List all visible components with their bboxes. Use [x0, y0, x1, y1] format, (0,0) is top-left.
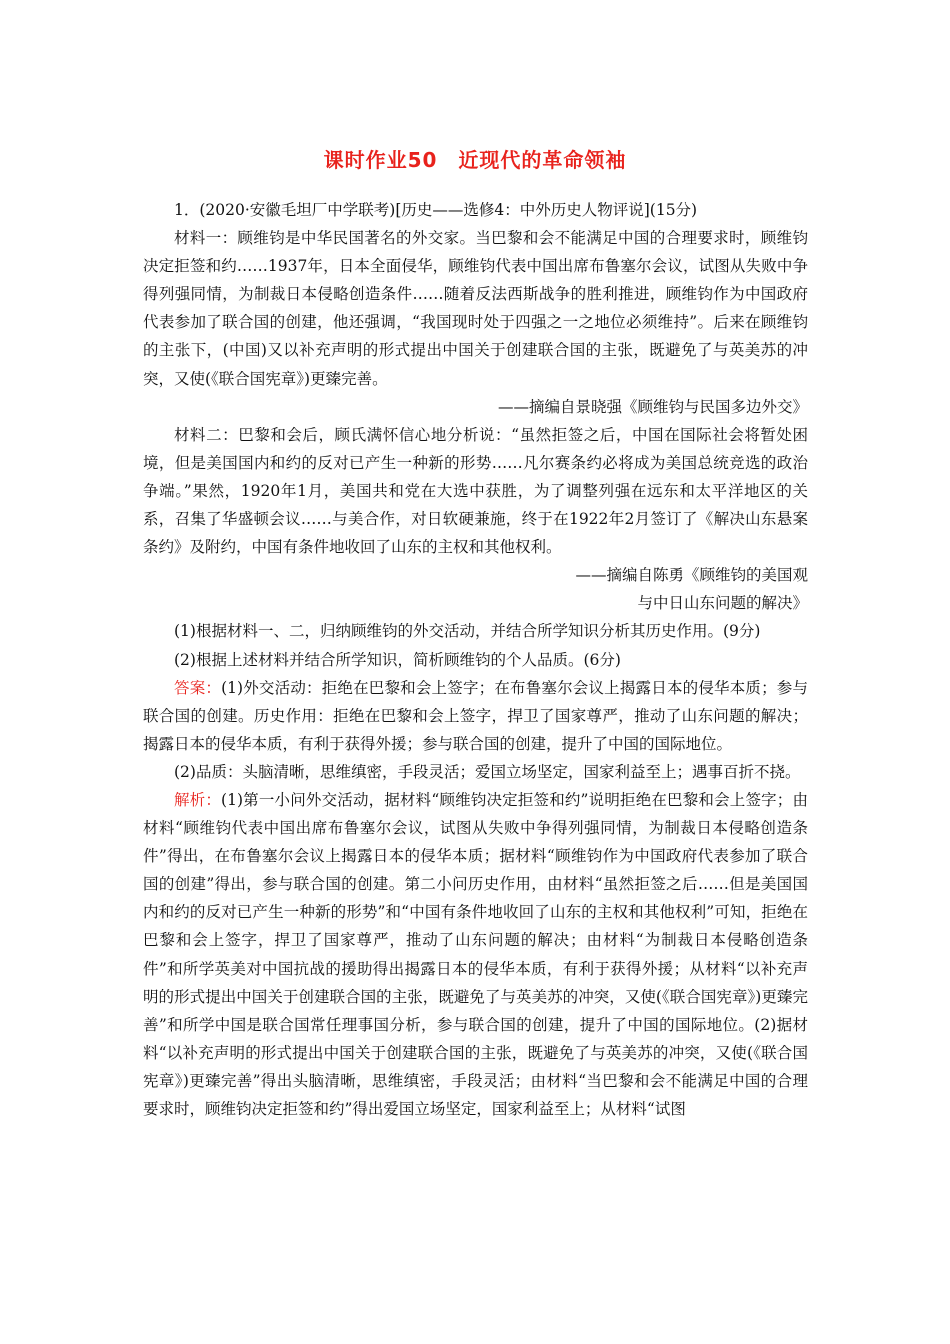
answer-part-two: (2)品质：头脑清晰，思维缜密，手段灵活；爱国立场坚定，国家利益至上；遇事百折不挠。 — [174, 762, 801, 781]
answer-label: 答案： — [174, 678, 222, 697]
answer-part-one — [143, 674, 808, 758]
question-header: 1．(2020·安徽毛坦厂中学联考)[历史——选修4：中外历史人物评说](15分) — [174, 201, 698, 219]
analysis-text: (1)第一小问外交活动，据材料“顾维钧决定拒签和约”说明拒绝在巴黎和会上签字；由材料“顾维钧代表中国出席布鲁塞尔会议，试图从失败中争得列强同情，为制裁日本侵略创造条件”得出，在布鲁塞尔会议上揭露日本的侵华本质；据材料“顾维钧作为中国政府代表参加了联合国的创建”得出，参与联合国的创建。第二小问历史作用，由材料“虽然拒签之后……但是美国国内和约的反对已产生一种新的形势”和“中国有条件地收回了山东的主权和其他权利”可知，拒绝在巴黎和会上签字，捍卫了国家尊严，推动了山东问题的解决；由材料“为制裁日本侵略创造条件”和所学英美对中国抗战的援助得出揭露日本的侵华本质，有利于获得外援；从材料“以补充声明的形式提出中国关于创建联合国的主张，既避免了与英美苏的冲突，又使(《联合国宪章》)更臻完善”和所学中国是联合国常任理事国分析，参与联合国的创建，提升了中国的国际地位。(2)据材料“以补充声明的形式提出中国关于创建联合国的主张，既避免了与英美苏的冲突，又使(《联合国宪章》)更臻完善”得出头脑清晰，思维缜密，手段灵活；由材料“当巴黎和会不能满足中国的合理要求时，顾维钧决定拒签和约”得出爱国立场坚定，国家利益至上；从材料“试图 — [143, 790, 808, 1118]
material-one: 材料一：顾维钧是中华民国著名的外交家。当巴黎和会不能满足中国的合理要求时，顾维钧决定拒签和约……1937年，日本全面侵华，顾维钧代表中国出席布鲁塞尔会议，试图从失败中争得列强同情，为制裁日本侵略创造条件……随着反法西斯战争的胜利推进，顾维钧作为中国政府代表参加了联合国的创建，他还强调，“我国现时处于四强之一之地位必须维持”。后来在顾维钧的主张下，(中国)又以补充声明的形式提出中国关于创建联合国的主张，既避免了与英美苏的冲突，又使(《联合国宪章》)更臻完善。 — [143, 229, 808, 388]
question-two: (2)根据上述材料并结合所学知识，简析顾维钧的个人品质。(6分) — [174, 650, 621, 669]
material-two-source-line2: 与中日山东问题的解决》 — [637, 594, 808, 613]
analysis — [143, 786, 808, 1123]
material-one-source: ——摘编自景晓强《顾维钧与民国多边外交》 — [497, 397, 808, 416]
question-one: (1)根据材料一、二，归纳顾维钧的外交活动，并结合所学知识分析其历史作用。(9分) — [174, 622, 761, 641]
answer-part-one-text: (1)外交活动：拒绝在巴黎和会上签字；在布鲁塞尔会议上揭露日本的侵华本质；参与联合国的创建。历史作用：拒绝在巴黎和会上签字，捍卫了国家尊严，推动了山东问题的解决；揭露日本的侵华本质，有利于获得外援；参与联合国的创建，提升了中国的国际地位。 — [143, 678, 808, 753]
page-title: 课时作业50 近现代的革命领袖 — [323, 148, 627, 172]
document-body — [143, 196, 808, 1123]
material-two-source-line1: ——摘编自陈勇《顾维钧的美国观 — [575, 566, 808, 585]
material-two: 材料二：巴黎和会后，顾氏满怀信心地分析说：“虽然拒签之后，中国在国际社会将暂处困境，但是美国国内和约的反对已产生一种新的形势……凡尔赛条约必将成为美国总统竞选的政治争端。”果然，1920年1月，美国共和党在大选中获胜，为了调整列强在远东和太平洋地区的关系，召集了华盛顿会议……与美合作，对日软硬兼施，终于在1922年2月签订了《解决山东悬案条约》及附约，中国有条件地收回了山东的主权和其他权利。 — [143, 425, 808, 557]
analysis-label: 解析： — [174, 790, 222, 809]
